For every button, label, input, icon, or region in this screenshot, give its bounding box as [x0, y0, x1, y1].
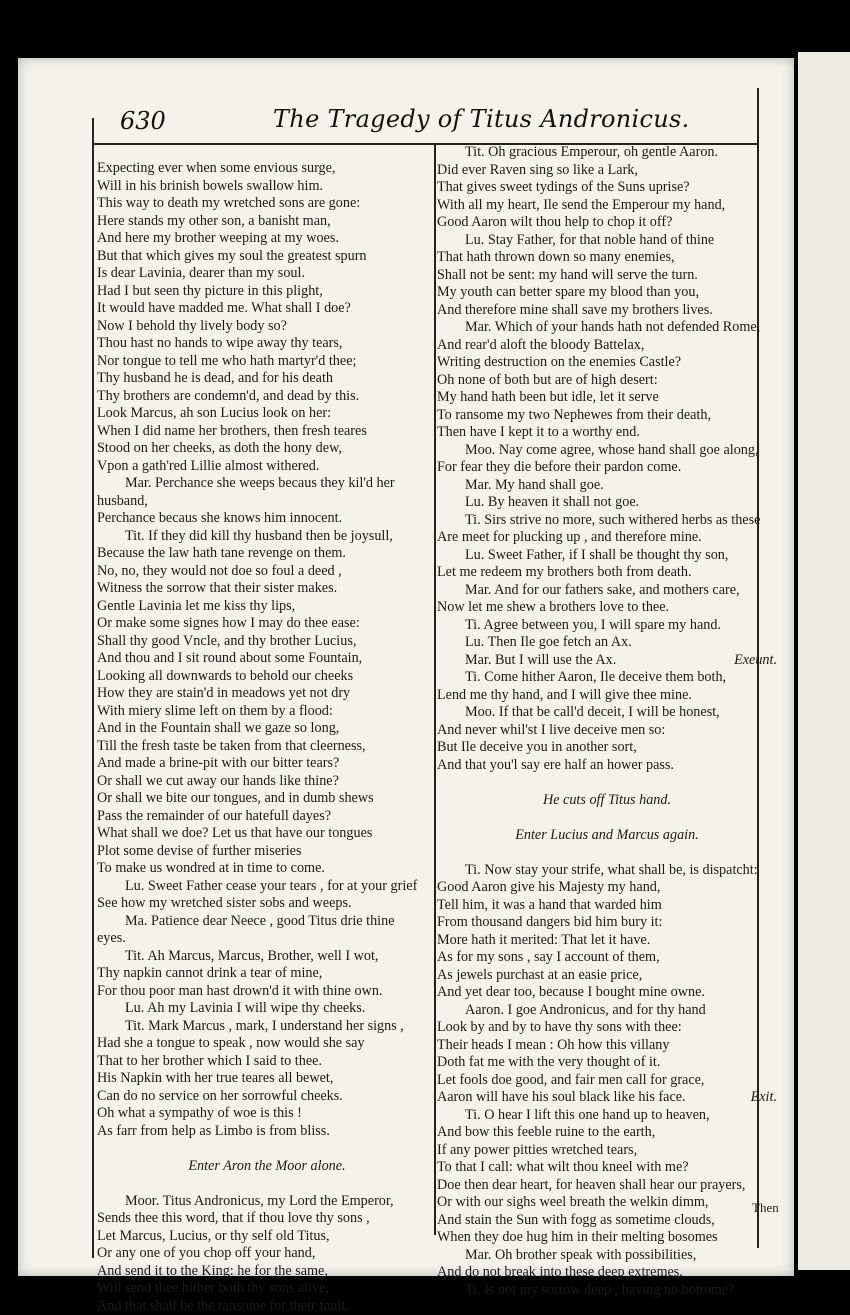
- verse-line: How they are stain'd in meadows yet not dry: [97, 685, 437, 703]
- verse-line: Pass the remainder of our hatefull dayes?: [97, 808, 437, 826]
- verse-line: Thou hast no hands to wipe away thy tears,: [97, 335, 437, 353]
- verse-line: Or with our sighs weel breath the welkin dimm,: [437, 1194, 777, 1212]
- verse-line: Writing destruction on the enemies Castle?: [437, 354, 777, 372]
- page-number: 630: [120, 107, 166, 135]
- verse-line: For thou poor man hast drown'd it with thine own.: [97, 983, 437, 1001]
- catchword: Then: [752, 1200, 779, 1216]
- verse-line: See how my wretched sister sobs and weeps.: [97, 895, 437, 913]
- verse-line: Look Marcus, ah son Lucius look on her:: [97, 405, 437, 423]
- verse-line: But Ile deceive you in another sort,: [437, 739, 777, 757]
- verse-line: eyes.: [97, 930, 437, 948]
- verse-line: Good Aaron give his Majesty my hand,: [437, 879, 777, 897]
- verse-line: Look by and by to have thy sons with thee:: [437, 1019, 777, 1037]
- verse-line: Nor tongue to tell me who hath martyr'd thee;: [97, 353, 437, 371]
- verse-line: Their heads I mean : Oh how this villany: [437, 1037, 777, 1055]
- verse-line: As for my sons , say I account of them,: [437, 949, 777, 967]
- page-header: [108, 105, 748, 139]
- verse-line: Enter Aron the Moor alone.: [97, 1158, 437, 1176]
- verse-line: His Napkin with her true teares all bewet,: [97, 1070, 437, 1088]
- verse-line: Tit. If they did kill thy husband then be joysull,: [97, 528, 437, 546]
- verse-line: And send it to the King: he for the same,: [97, 1263, 437, 1281]
- verse-line: And thou and I sit round about some Fountain,: [97, 650, 437, 668]
- verse-line: Shall thy good Vncle, and thy brother Lucius,: [97, 633, 437, 651]
- verse-line: This way to death my wretched sons are gone:: [97, 195, 437, 213]
- verse-line: Lend me thy hand, and I will give thee mine.: [437, 687, 777, 705]
- verse-line: And bow this feeble ruine to the earth,: [437, 1124, 777, 1142]
- verse-line: And never whil'st I live deceive men so:: [437, 722, 777, 740]
- verse-line: Mar. Which of your hands hath not defended Rome,: [437, 319, 777, 337]
- verse-line: [97, 1140, 437, 1158]
- verse-line: Or shall we cut away our hands like thine?: [97, 773, 437, 791]
- verse-line: Let me redeem my brothers both from death.: [437, 564, 777, 582]
- verse-line: My youth can better spare my blood than you,: [437, 284, 777, 302]
- verse-line: Had she a tongue to speak , now would she say: [97, 1035, 437, 1053]
- verse-line: Ti. Now stay your strife, what shall be, is dispatcht:: [437, 862, 777, 880]
- verse-line: When they doe hug him in their melting bosomes: [437, 1229, 777, 1247]
- verse-line: Will in his brinish bowels swallow him.: [97, 178, 437, 196]
- verse-line: But that which gives my soul the greatest spurn: [97, 248, 437, 266]
- verse-line: And do not break into these deep extremes.: [437, 1264, 777, 1282]
- verse-line: And that shall be the ransome for their fault.: [97, 1298, 437, 1315]
- verse-line: Are meet for plucking up , and therefore mine.: [437, 529, 777, 547]
- verse-line: With miery slime left on them by a flood:: [97, 703, 437, 721]
- verse-line: Or shall we bite our tongues, and in dumb shews: [97, 790, 437, 808]
- verse-line: Moor. Titus Andronicus, my Lord the Emperor,: [97, 1193, 437, 1211]
- verse-line: [437, 809, 777, 827]
- left-rule: [92, 118, 94, 1258]
- verse-line: And that you'l say ere half an hower pass.: [437, 757, 777, 775]
- verse-line: And rear'd aloft the bloody Battelax,: [437, 337, 777, 355]
- verse-line: Thy brothers are condemn'd, and dead by this.: [97, 388, 437, 406]
- verse-line: Or any one of you chop off your hand,: [97, 1245, 437, 1263]
- verse-line: Perchance becaus she knows him innocent.: [97, 510, 437, 528]
- verse-line: Tit. Mark Marcus , mark, I understand her signs ,: [97, 1018, 437, 1036]
- verse-line: Tit. Ah Marcus, Marcus, Brother, well I wot,: [97, 948, 437, 966]
- verse-line: Aaron will have his soul black like his face. Exit.: [437, 1089, 777, 1107]
- verse-line: And made a brine-pit with our bitter tears?: [97, 755, 437, 773]
- verse-line: Vpon a gath'red Lillie almost withered.: [97, 458, 437, 476]
- stage-direction: Exit.: [751, 1089, 777, 1107]
- verse-line: Oh what a sympathy of woe is this !: [97, 1105, 437, 1123]
- verse-line: Lu. Ah my Lavinia I will wipe thy cheeks.: [97, 1000, 437, 1018]
- verse-line: Lu. By heaven it shall not goe.: [437, 494, 777, 512]
- verse-line: Gentle Lavinia let me kiss thy lips,: [97, 598, 437, 616]
- verse-line: That gives sweet tydings of the Suns uprise?: [437, 179, 777, 197]
- verse-line: Thy husband he is dead, and for his death: [97, 370, 437, 388]
- verse-line: Lu. Stay Father, for that noble hand of thine: [437, 232, 777, 250]
- verse-line: Mar. My hand shall goe.: [437, 477, 777, 495]
- verse-line: When I did name her brothers, then fresh teares: [97, 423, 437, 441]
- verse-line: Looking all downwards to behold our cheeks: [97, 668, 437, 686]
- verse-line: Mar. Oh brother speak with possibilities,: [437, 1247, 777, 1265]
- verse-line: [437, 844, 777, 862]
- verse-line: [437, 774, 777, 792]
- verse-line: To that I call: what wilt thou kneel with me?: [437, 1159, 777, 1177]
- verse-line: Moo. Nay come agree, whose hand shall goe along,: [437, 442, 777, 460]
- verse-line: Good Aaron wilt thou help to chop it off?: [437, 214, 777, 232]
- verse-line: And in the Fountain shall we gaze so long,: [97, 720, 437, 738]
- verse-line: Ti. Is not my sorrow deep , having no bottome?: [437, 1282, 777, 1300]
- verse-line: Doth fat me with the very thought of it.: [437, 1054, 777, 1072]
- verse-line: Ti. O hear I lift this one hand up to heaven,: [437, 1107, 777, 1125]
- verse-line: And here my brother weeping at my woes.: [97, 230, 437, 248]
- verse-line: From thousand dangers bid him bury it:: [437, 914, 777, 932]
- verse-line: Mar. And for our fathers sake, and mothers care,: [437, 582, 777, 600]
- verse-line: Mar. But I will use the Ax. Exeunt.: [437, 652, 777, 670]
- verse-line: My hand hath been but idle, let it serve: [437, 389, 777, 407]
- verse-line: Let Marcus, Lucius, or thy self old Titus,: [97, 1228, 437, 1246]
- left-text-column: [97, 160, 437, 1315]
- verse-line: Expecting ever when some envious surge,: [97, 160, 437, 178]
- verse-line: Lu. Sweet Father, if I shall be thought thy son,: [437, 547, 777, 565]
- verse-line: What shall we doe? Let us that have our tongues: [97, 825, 437, 843]
- verse-line: Had I but seen thy picture in this plight,: [97, 283, 437, 301]
- running-title: The Tragedy of Titus Andronicus.: [273, 105, 690, 133]
- verse-line: Witness the sorrow that their sister makes.: [97, 580, 437, 598]
- verse-line: Oh none of both but are of high desert:: [437, 372, 777, 390]
- verse-line: As jewels purchast at an easie price,: [437, 967, 777, 985]
- verse-line: Ma. Patience dear Neece , good Titus drie thine: [97, 913, 437, 931]
- verse-line: That to her brother which I said to thee.: [97, 1053, 437, 1071]
- verse-line: It would have madded me. What shall I doe?: [97, 300, 437, 318]
- verse-line: husband,: [97, 493, 437, 511]
- verse-line: Ti. Sirs strive no more, such withered herbs as these: [437, 512, 777, 530]
- verse-line: Till the fresh taste be taken from that cleerness,: [97, 738, 437, 756]
- verse-line: No, no, they would not doe so foul a deed ,: [97, 563, 437, 581]
- verse-line: Lu. Then Ile goe fetch an Ax.: [437, 634, 777, 652]
- verse-line: Plot some devise of further miseries: [97, 843, 437, 861]
- right-text-column: [437, 144, 777, 1299]
- verse-line: Stood on her cheeks, as doth the hony dew,: [97, 440, 437, 458]
- verse-line: Is dear Lavinia, dearer than my soul.: [97, 265, 437, 283]
- verse-line: Tit. Oh gracious Emperour, oh gentle Aaron.: [437, 144, 777, 162]
- verse-line: Mar. Perchance she weeps becaus they kil'd her: [97, 475, 437, 493]
- verse-line: Now I behold thy lively body so?: [97, 318, 437, 336]
- verse-line: Will send thee hither both thy sons alive,: [97, 1280, 437, 1298]
- verse-line: Did ever Raven sing so like a Lark,: [437, 162, 777, 180]
- verse-line: For fear they die before their pardon come.: [437, 459, 777, 477]
- verse-line: Ti. Agree between you, I will spare my hand.: [437, 617, 777, 635]
- verse-line: Sends thee this word, that if thou love thy sons ,: [97, 1210, 437, 1228]
- verse-line: Now let me shew a brothers love to thee.: [437, 599, 777, 617]
- verse-line: Enter Lucius and Marcus again.: [437, 827, 777, 845]
- verse-line: That hath thrown down so many enemies,: [437, 249, 777, 267]
- verse-line: He cuts off Titus hand.: [437, 792, 777, 810]
- verse-line: Let fools doe good, and fair men call for grace,: [437, 1072, 777, 1090]
- verse-line: Moo. If that be call'd deceit, I will be honest,: [437, 704, 777, 722]
- verse-line: Then have I kept it to a worthy end.: [437, 424, 777, 442]
- verse-line: Tell him, it was a hand that warded him: [437, 897, 777, 915]
- stage-direction: Exeunt.: [734, 652, 777, 670]
- verse-line: Here stands my other son, a banisht man,: [97, 213, 437, 231]
- verse-line: Aaron. I goe Andronicus, and for thy hand: [437, 1002, 777, 1020]
- verse-line: Lu. Sweet Father cease your tears , for at your grief: [97, 878, 437, 896]
- verse-line: More hath it merited: That let it have.: [437, 932, 777, 950]
- verse-line: With all my heart, Ile send the Emperour my hand,: [437, 197, 777, 215]
- verse-line: Thy napkin cannot drink a tear of mine,: [97, 965, 437, 983]
- verse-line: And stain the Sun with fogg as sometime clouds,: [437, 1212, 777, 1230]
- verse-line: If any power pitties wretched tears,: [437, 1142, 777, 1160]
- verse-line: Shall not be sent: my hand will serve the turn.: [437, 267, 777, 285]
- verse-line: Doe then dear heart, for heaven shall hear our prayers,: [437, 1177, 777, 1195]
- verse-line: And therefore mine shall save my brothers lives.: [437, 302, 777, 320]
- verse-line: To ransome my two Nephewes from their death,: [437, 407, 777, 425]
- verse-line: Can do no service on her sorrowful cheeks.: [97, 1088, 437, 1106]
- verse-line: Or make some signes how I may do thee ease:: [97, 615, 437, 633]
- verse-line: And yet dear too, because I bought mine owne.: [437, 984, 777, 1002]
- facing-page-edge: [798, 52, 850, 1270]
- verse-line: Ti. Come hither Aaron, Ile deceive them both,: [437, 669, 777, 687]
- verse-line: Because the law hath tane revenge on them.: [97, 545, 437, 563]
- verse-line: [97, 1175, 437, 1193]
- verse-line: As farr from help as Limbo is from bliss.: [97, 1123, 437, 1141]
- verse-line: To make us wondred at in time to come.: [97, 860, 437, 878]
